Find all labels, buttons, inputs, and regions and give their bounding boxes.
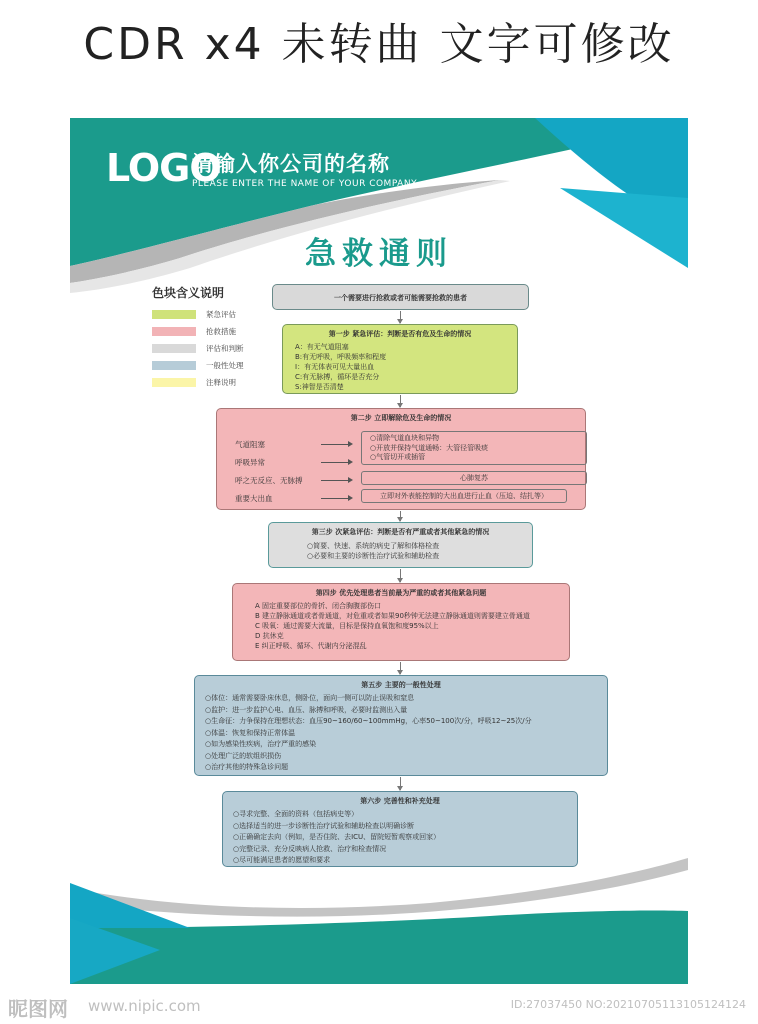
legend-label: 注释说明 (206, 378, 236, 387)
step1-header: 第一步 紧急评估：判断是否有危及生命的情况 (328, 330, 472, 338)
step5-line: ○处理广泛的软组织损伤 (205, 751, 282, 760)
step3-header: 第三步 次紧急评估：判断是否有严重或者其他紧急的情况 (311, 528, 490, 536)
step6-header: 第六步 完善性和补充处理 (360, 797, 440, 805)
step2-header: 第二步 立即解除危及生命的情况 (350, 414, 452, 422)
airway-action: ○开放并保持气道通畅：大管径管吸痰 (370, 443, 489, 452)
step5-line: ○如为感染性疾病，治疗严重的感染 (205, 740, 317, 748)
legend-item (152, 357, 244, 374)
step3-box (268, 522, 533, 568)
flow-arrow (400, 511, 401, 521)
legend-label: 一般性处理 (206, 361, 244, 370)
page-title: 急救通则 (305, 236, 453, 272)
step1-line: I：有无体表可见大量出血 (295, 363, 375, 371)
airway-actions (361, 431, 587, 465)
step2-condition: 呼吸异常 (235, 458, 265, 467)
airway-action: ○清除气道血块和异物 (370, 434, 440, 442)
legend-item (152, 340, 244, 357)
step4-line: D 抗休克 (255, 632, 284, 640)
company-name-cn: 请输入你公司的名称 (192, 152, 390, 176)
patient-box-text: 一个需要进行抢救或者可能需要抢救的患者 (334, 294, 467, 302)
legend-item (152, 323, 244, 340)
step6-line: ○选择适当的进一步诊断性治疗试验和辅助检查以明确诊断 (233, 821, 415, 830)
company-name-en: PLEASE ENTER THE NAME OF YOUR COMPANY (192, 179, 418, 189)
poster (70, 118, 688, 984)
legend-swatch (152, 361, 196, 370)
flow-arrow (400, 311, 401, 323)
patient-box (272, 284, 529, 310)
step4-line: E 纠正呼吸、循环、代谢内分泌混乱 (255, 642, 367, 650)
step6-line: ○寻求完整、全面的资料（包括病史等） (233, 810, 359, 818)
watermark-site: 昵图网 (8, 997, 68, 1021)
legend-swatch (152, 327, 196, 336)
legend-swatch (152, 344, 196, 353)
cpr-box (361, 471, 587, 485)
step6-line: ○尽可能满足患者的愿望和要求 (233, 856, 331, 864)
step2-condition: 气道阻塞 (235, 440, 265, 449)
arrow-right-icon (321, 462, 351, 463)
arrow-right-icon (321, 480, 351, 481)
step4-header: 第四步 优先处理患者当前最为严重的或者其他紧急问题 (315, 589, 487, 597)
legend-title: 色块含义说明 (152, 286, 225, 300)
legend-label: 紧急评估 (206, 310, 236, 319)
color-legend (152, 284, 244, 391)
arrow-right-icon (321, 444, 351, 445)
step3-line: ○必要和主要的诊断性治疗试验和辅助检查 (307, 552, 440, 560)
legend-swatch (152, 378, 196, 387)
watermark-id: ID:27037450 NO:20210705113105124124 (510, 998, 746, 1011)
step1-line: S:神智是否清楚 (295, 383, 344, 391)
flow-arrow (400, 395, 401, 407)
step1-line: A：有无气道阻塞 (295, 343, 349, 351)
step6-line: ○完整记录、充分反映病人抢救、治疗和检查情况 (233, 844, 387, 853)
bleeding-box (361, 489, 567, 503)
step4-box (232, 583, 570, 661)
step1-line: C:有无脉搏，循环是否充分 (295, 373, 380, 381)
top-caption: CDR x4 未转曲 文字可修改 (83, 19, 675, 70)
step1-box (282, 324, 518, 394)
step1-line: B:有无呼吸，呼吸频率和程度 (295, 353, 387, 361)
step5-line: ○监护：进一步监护心电、血压、脉搏和呼吸，必要时监测出入量 (205, 705, 408, 714)
airway-action: ○气管切开或插管 (370, 453, 426, 461)
step4-line: A 固定重要部位的骨折、闭合胸腹部伤口 (255, 602, 382, 610)
legend-label: 抢救措施 (206, 327, 236, 336)
arrow-right-icon (321, 498, 351, 499)
watermark-bar (0, 992, 758, 1024)
step4-line: C 吸氧：通过需要大流量，目标是保持血氧饱和度95%以上 (255, 622, 439, 630)
step5-line: ○治疗其他的特殊急诊问题 (205, 763, 289, 771)
step2-condition: 重要大出血 (235, 494, 273, 503)
legend-item (152, 374, 244, 391)
cpr-text: 心肺复苏 (460, 474, 488, 482)
legend-item (152, 306, 244, 323)
flow-arrow (400, 662, 401, 674)
step3-line: ○简要、快速、系统的病史了解和体格检查 (307, 542, 440, 550)
step2-box (216, 408, 586, 510)
bleeding-text: 立即对外表能控制的大出血进行止血（压迫、结扎等） (380, 492, 548, 500)
step6-box (222, 791, 578, 867)
watermark-url: www.nipic.com (88, 997, 201, 1015)
step2-condition: 呼之无反应、无脉搏 (235, 476, 303, 485)
legend-swatch (152, 310, 196, 319)
logo: LOGO (106, 146, 221, 190)
step5-header: 第五步 主要的一般性处理 (361, 681, 441, 689)
flow-arrow (400, 777, 401, 790)
flow-arrow (400, 569, 401, 582)
step5-line: ○体温：恢复和保持正常体温 (205, 728, 296, 737)
step6-line: ○正确确定去向（例如，是否住院、去ICU、留院短暂观察或回家） (233, 833, 441, 841)
step5-line: ○体位：通常需要卧床休息，侧卧位，面向一侧可以防止误吸和窒息 (205, 694, 415, 702)
legend-label: 评估和判断 (206, 344, 244, 353)
step5-line: ○生命征：力争保持在理想状态：血压90~160/60~100mmHg，心率50~100次/分，呼吸12~25次/分 (205, 717, 532, 725)
step4-line: B 建立静脉通道或者骨通道，对危重或者如果90秒钟无法建立静脉通道则需要建立骨通道 (255, 612, 530, 620)
step5-box (194, 675, 608, 776)
